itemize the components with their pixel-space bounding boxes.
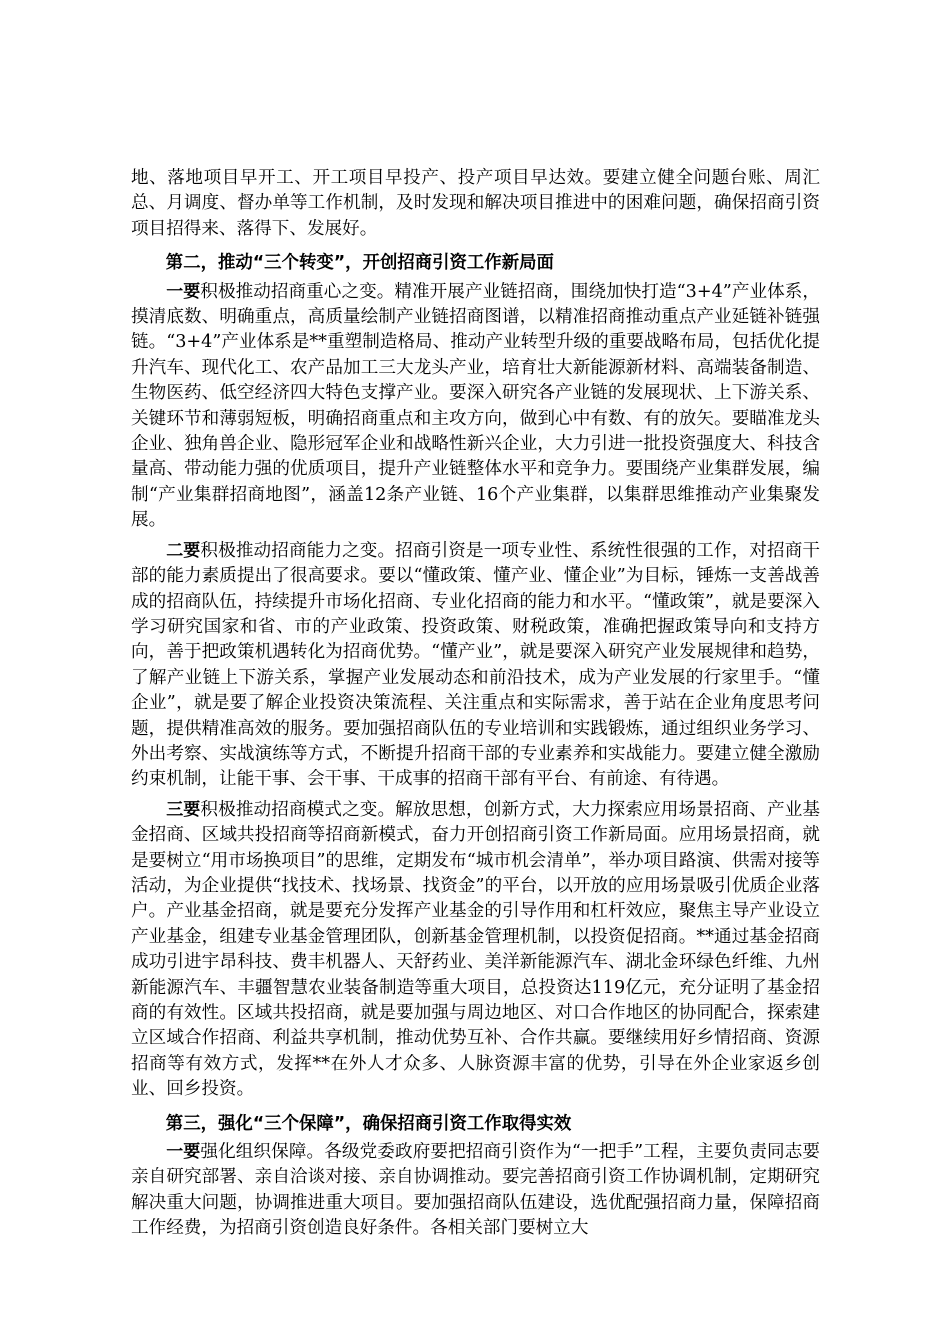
item-lead: 三要 <box>166 799 201 820</box>
section-2-item-2 <box>131 539 820 793</box>
opening-paragraph: 地、落地项目早开工、开工项目早投产、投产项目早达效。要建立健全问题台账、周汇总、月调度、督办单等工作机制，及时发现和解决项目推进中的困难问题，确保招商引资项目招得来、落得下、发展好。 <box>131 168 820 239</box>
spacer <box>131 1103 820 1108</box>
document-page <box>131 166 820 1242</box>
item-text: 强化组织保障。各级党委政府要把招商引资作为“一把手”工程，主要负责同志要亲自研究部署、亲自洽谈对接、亲自协调推动。要完善招商引资工作协调机制，定期研究解决重大问题，协调推进重大项目。要加强招商队伍建设，选优配强招商力量，保障招商工作经费，为招商引资创造良好条件。各相关部门要树立大 <box>131 1142 820 1239</box>
section-2-item-1 <box>131 280 820 534</box>
item-lead: 一要 <box>166 281 201 302</box>
section-2-item-3 <box>131 798 820 1103</box>
section-3-item-1 <box>131 1140 820 1242</box>
spacer <box>131 242 820 247</box>
item-lead: 二要 <box>166 540 201 561</box>
item-lead: 一要 <box>166 1142 201 1163</box>
item-text: 积极推动招商重心之变。精准开展产业链招商，围绕加快打造“3+4”产业体系，摸清底数、明确重点，高质量绘制产业链招商图谱，以精准招商推动重点产业延链补链强链。“3+4”产业体系是**重塑制造格局、推动产业转型升级的重要战略布局，包括优化提升汽车、现代化工、农产品加工三大龙头产业，培育壮大新能源新材料、高端装备制造、生物医药、低空经济四大特色支撑产业。要深入研究各产业链的发展现状、上下游关系、关键环节和薄弱短板，明确招商重点和主攻方向，做到心中有数、有的放矢。要瞄准龙头企业、独角兽企业、隐形冠军企业和战略性新兴企业，大力引进一批投资强度大、科技含量高、带动能力强的优质项目，提升产业链整体水平和竞争力。要围绕产业集群发展，编制“产业集群招商地图”，涵盖12条产业链、16个产业集群，以集群思维推动产业集聚发展。 <box>131 281 821 531</box>
section-2-heading: 第二，推动“三个转变”，开创招商引资工作新局面 <box>165 253 554 274</box>
section-3-heading: 第三，强化“三个保障”，确保招商引资工作取得实效 <box>165 1113 572 1134</box>
item-text: 积极推动招商模式之变。解放思想，创新方式，大力探索应用场景招商、产业基金招商、区域共投招商等招商新模式，奋力开创招商引资工作新局面。应用场景招商，就是要树立“用市场换项目”的思维，定期发布“城市机会清单”，举办项目路演、供需对接等活动，为企业提供“找技术、找场景、找资金”的平台，以开放的应用场景吸引优质企业落户。产业基金招商，就是要充分发挥产业基金的引导作用和杠杆效应，聚焦主导产业设立产业基金，组建专业基金管理团队，创新基金管理机制，以投资促招商。**通过基金招商成功引进宇昂科技、费丰机器人、天舒药业、美洋新能源汽车、湖北金环绿色纤维、九州新能源汽车、丰疆智慧农业装备制造等重大项目，总投资达119亿元，充分证明了基金招商的有效性。区域共投招商，就是要加强与周边地区、对口合作地区的协同配合，探索建立区域合作招商、利益共享机制，推动优势互补、合作共赢。要继续用好乡情招商、资源招商等有效方式，发挥**在外人才众多、人脉资源丰富的优势，引导在外企业家返乡创业、回乡投资。 <box>131 799 820 1100</box>
item-text: 积极推动招商能力之变。招商引资是一项专业性、系统性很强的工作，对招商干部的能力素质提出了很高要求。要以“懂政策、懂产业、懂企业”为目标，锤炼一支善战善成的招商队伍，持续提升市场化招商、专业化招商的能力和水平。“懂政策”，就是要深入学习研究国家和省、市的产业政策、投资政策、财税政策，准确把握政策导向和支持方向，善于把政策机遇转化为招商优势。“懂产业”，就是要深入研究产业发展规律和趋势，了解产业链上下游关系，掌握产业发展动态和前沿技术，成为产业发展的行家里手。“懂企业”，就是要了解企业投资决策流程、关注重点和实际需求，善于站在企业角度思考问题，提供精准高效的服务。要加强招商队伍的专业培训和实践锻炼，通过组织业务学习、外出考察、实战演练等方式，不断提升招商干部的专业素养和实战能力。要建立健全激励约束机制，让能干事、会干事、干成事的招商干部有平台、有前途、有待遇。 <box>131 540 820 790</box>
